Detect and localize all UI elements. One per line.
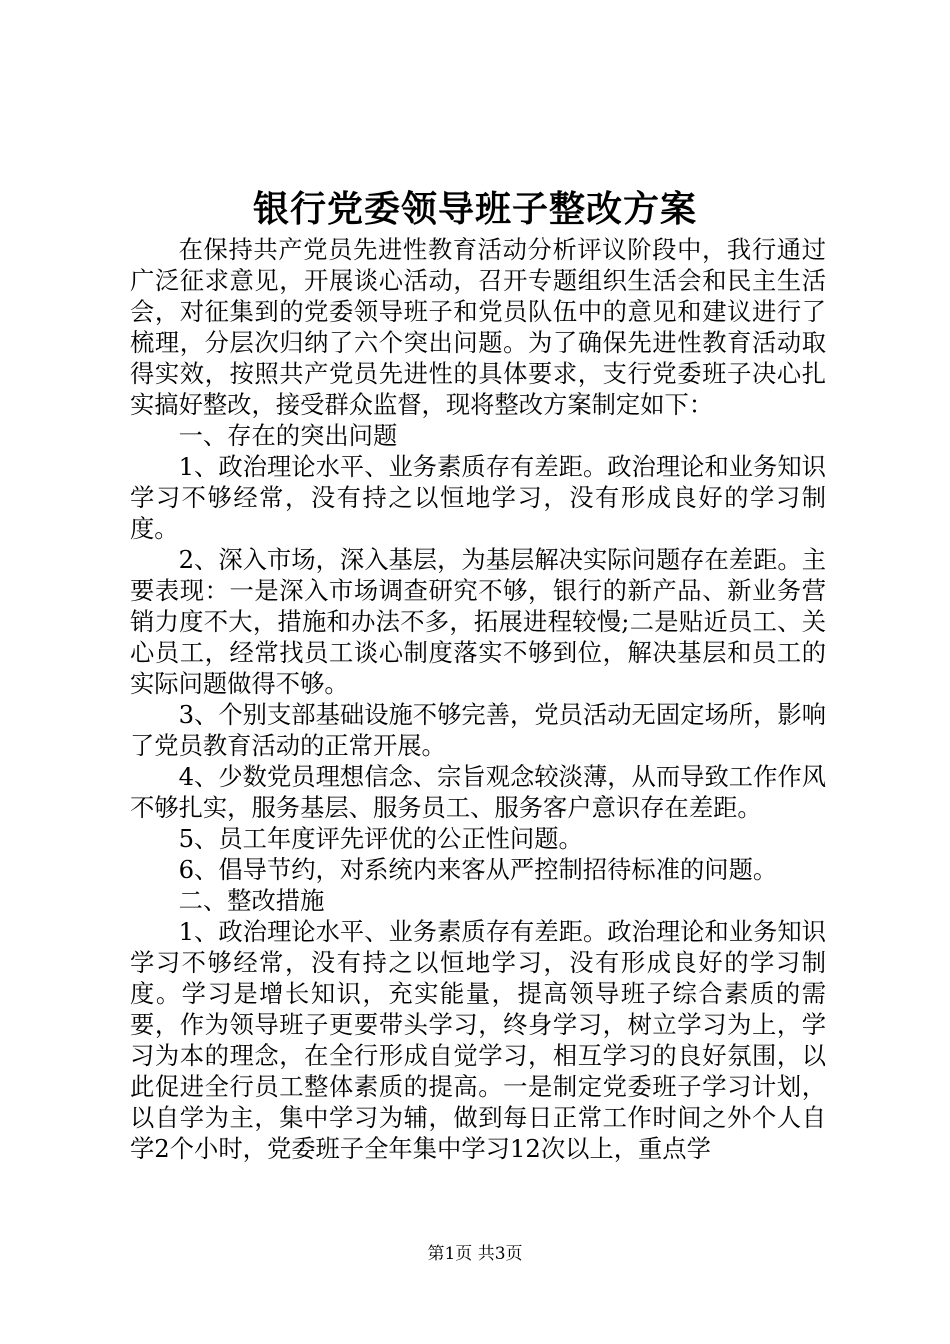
problem-item-3: 3、个别支部基础设施不够完善，党员活动无固定场所，影响了党员教育活动的正常开展。 [130,700,826,760]
problem-item-2: 2、深入市场，深入基层，为基层解决实际问题存在差距。主要表现：一是深入市场调查研究不够，银行的新产品、新业务营销力度不大，措施和办法不多，拓展进程较慢;二是贴近员工、关心员工，经常找员工谈心制度落实不够到位，解决基层和员工的实际问题做得不够。 [130,545,826,698]
problem-item-6: 6、倡导节约，对系统内来客从严控制招待标准的问题。 [178,855,778,884]
section-heading-measures: 二、整改措施 [178,886,325,915]
document-title: 银行党委领导班子整改方案 [252,188,697,230]
page-number-footer: 第1页 共3页 [427,1244,523,1264]
intro-paragraph: 在保持共产党员先进性教育活动分析评议阶段中，我行通过广泛征求意见，开展谈心活动，召开专题组织生活会和民主生活会，对征集到的党委领导班子和党员队伍中的意见和建议进行了梳理，分层次归纳了六个突出问题。为了确保先进性教育活动取得实效，按照共产党员先进性的具体要求，支行党委班子决心扎实搞好整改，接受群众监督，现将整改方案制定如下： [130,235,826,419]
document-body [130,234,826,1164]
problem-item-5: 5、员工年度评先评优的公正性问题。 [178,824,583,853]
section-heading-problems: 一、存在的突出问题 [178,421,398,450]
measure-item-1: 1、政治理论水平、业务素质存有差距。政治理论和业务知识学习不够经常，没有持之以恒地学习，没有形成良好的学习制度。学习是增长知识，充实能量，提高领导班子综合素质的需要，作为领导班子更要带头学习，终身学习，树立学习为上，学习为本的理念，在全行形成自觉学习，相互学习的良好氛围，以此促进全行员工整体素质的提高。一是制定党委班子学习计划，以自学为主，集中学习为辅，做到每日正常工作时间之外个人自学2个小时，党委班子全年集中学习12次以上，重点学 [130,917,826,1163]
problem-item-4: 4、少数党员理想信念、宗旨观念较淡薄，从而导致工作作风不够扎实，服务基层、服务员工、服务客户意识存在差距。 [130,762,826,822]
problem-item-1: 1、政治理论水平、业务素质存有差距。政治理论和业务知识学习不够经常，没有持之以恒地学习，没有形成良好的学习制度。 [130,452,826,543]
